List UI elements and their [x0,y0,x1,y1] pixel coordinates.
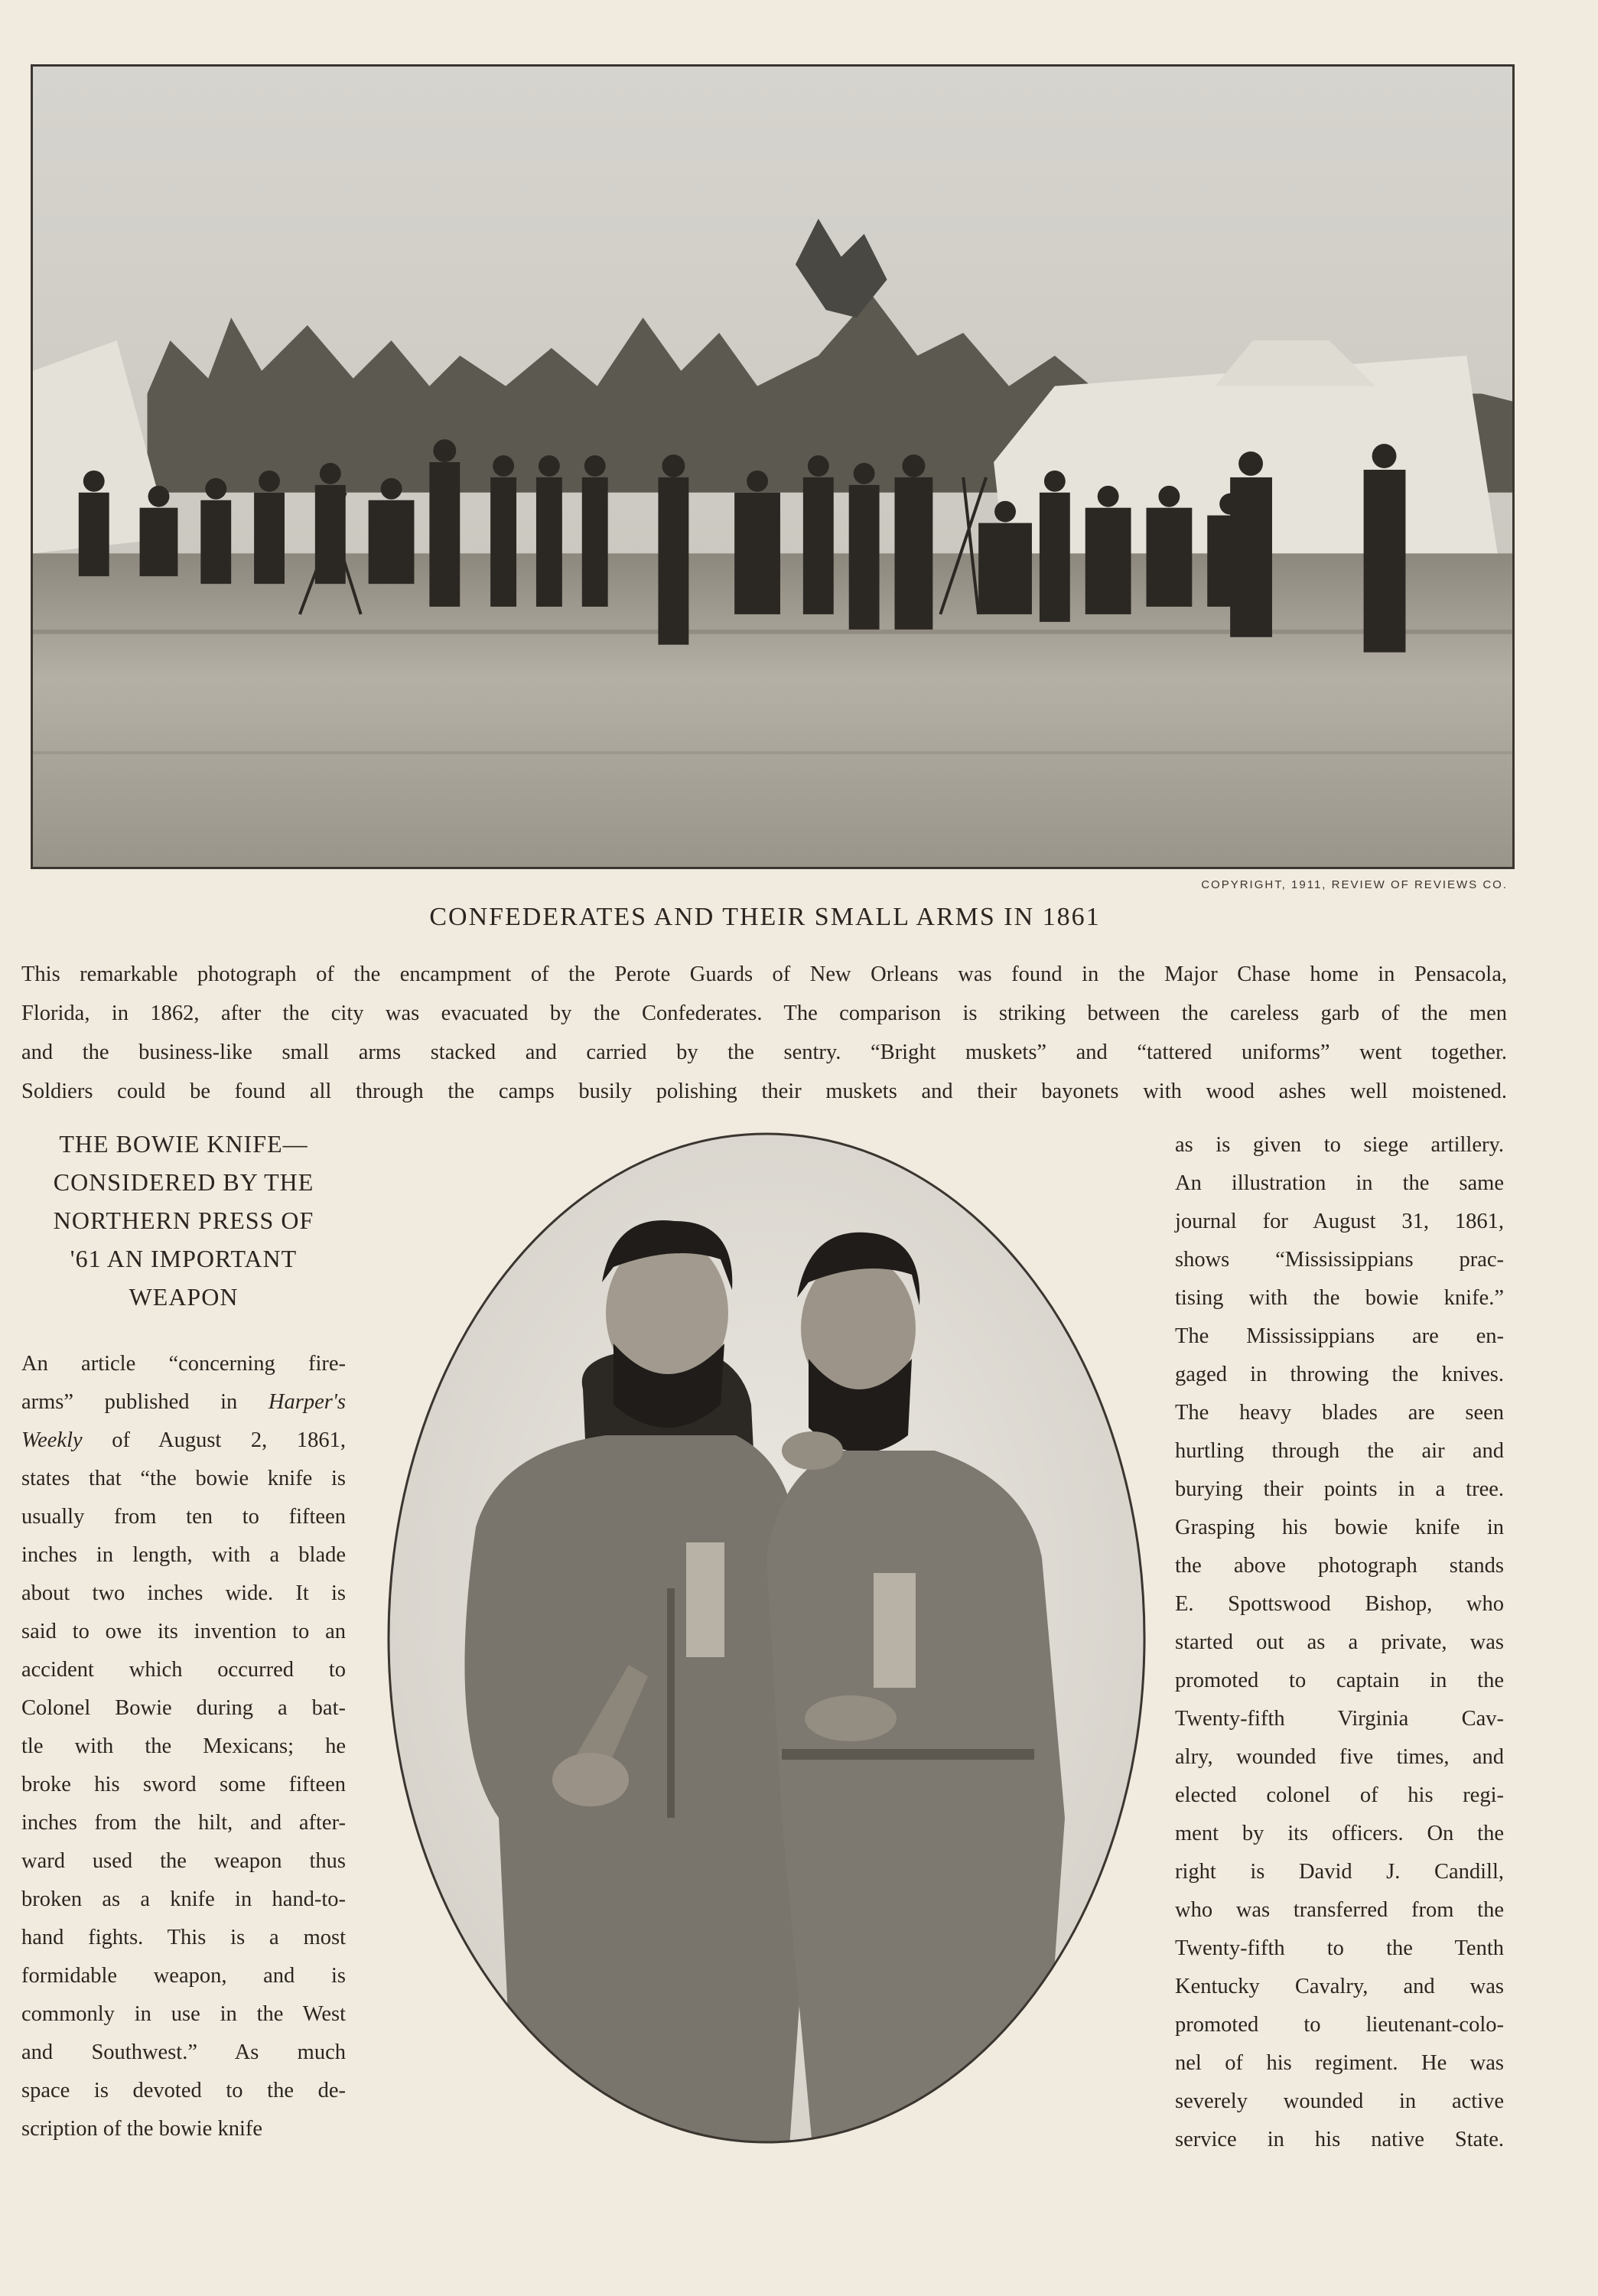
caption-line: This remarkable photograph of the encampment of the Perote Guards of New Orleans was found in the Major Chase home in Pensacola, [21,962,1507,986]
text-line: Colonel Bowie during a bat- [21,1696,346,1720]
photo-caption [21,955,1507,1111]
portrait-photograph [384,1129,1149,2147]
text-line: space is devoted to the de- [21,2079,346,2102]
caption-line: and the business-like small arms stacked and carried by the sentry. “Bright muskets” and “tattered uniforms” went together. [21,1041,1507,1064]
text-line: formidable weapon, and is [21,1964,346,1988]
text-line: ment by its officers. On the [1175,1822,1504,1845]
text-line: elected colonel of his regi- [1175,1783,1504,1807]
heading-line: CONSIDERED BY THE [53,1168,314,1196]
text-line: usually from ten to fifteen [21,1505,346,1529]
text-line: accident which occurred to [21,1658,346,1682]
text-line: hurtling through the air and [1175,1439,1504,1463]
camp-photo-icon [33,67,1512,867]
left-body-text [21,1345,346,2148]
camp-photograph [31,64,1515,869]
text-line: right is David J. Candill, [1175,1860,1504,1884]
left-column [21,1125,346,2148]
text-line: The Mississippians are en- [1175,1324,1504,1348]
text-line: and Southwest.” As much [21,2040,346,2064]
text-line: An illustration in the same [1175,1171,1504,1195]
text-line: inches in length, with a blade [21,1543,346,1567]
copyright-notice: COPYRIGHT, 1911, REVIEW OF REVIEWS CO. [1201,878,1508,891]
text-line: alry, wounded five times, and [1175,1745,1504,1769]
text-line: commonly in use in the West [21,2002,346,2026]
text-line: ward used the weapon thus [21,1849,346,1873]
heading-line: THE BOWIE KNIFE— [59,1130,308,1158]
text-line: journal for August 31, 1861, [1175,1210,1504,1233]
text-line: the above photograph stands [1175,1554,1504,1578]
text-line: broken as a knife in hand-to- [21,1887,346,1911]
text-line: states that “the bowie knife is [21,1467,346,1490]
text-line: gaged in throwing the knives. [1175,1363,1504,1386]
publication-title: Harper's [268,1390,347,1414]
right-body-text [1175,1126,1504,2159]
text-line: started out as a private, was [1175,1630,1504,1654]
text-line: about two inches wide. It is [21,1581,346,1605]
section-heading [21,1125,346,1316]
text-line: nel of his regiment. He was [1175,2051,1504,2075]
text-line: said to owe its invention to an [21,1620,346,1643]
text-line: The heavy blades are seen [1175,1401,1504,1425]
caption-line: Soldiers could be found all through the camps busily polishing their muskets and their bayonets with wood ashes well moistened. [21,1080,1507,1103]
text-line: hand fights. This is a most [21,1926,346,1949]
heading-line: NORTHERN PRESS OF [53,1207,314,1234]
text-line: scription of the bowie knife [21,2117,263,2141]
publication-title: Weekly [21,1428,83,1452]
text-line: as is given to siege artillery. [1175,1133,1504,1157]
caption-line: Florida, in 1862, after the city was evacuated by the Confederates. The comparison is striking between the careless garb of the men [21,1001,1507,1025]
text-line: broke his sword some fifteen [21,1773,346,1796]
text-line: promoted to lieutenant-colo- [1175,2013,1504,2037]
text-line: service in his native State. [1175,2128,1504,2151]
caption-title: CONFEDERATES AND THEIR SMALL ARMS IN 1861 [429,903,1101,931]
text-line: Kentucky Cavalry, and was [1175,1975,1504,1998]
heading-line: WEAPON [129,1283,239,1311]
right-column [1175,1126,1504,2159]
text-line: Twenty-fifth to the Tenth [1175,1936,1504,1960]
text-line: Grasping his bowie knife in [1175,1516,1504,1539]
text-line: Twenty-fifth Virginia Cav- [1175,1707,1504,1731]
text-line: Weekly of August 2, 1861, [21,1428,347,1452]
text-line: tle with the Mexicans; he [21,1734,346,1758]
text-line: tising with the bowie knife.” [1175,1286,1504,1310]
text-line: who was transferred from the [1175,1898,1504,1922]
text-line: E. Spottswood Bishop, who [1175,1592,1504,1616]
text-line: arms” published in Harper's [21,1390,347,1414]
text-line: promoted to captain in the [1175,1669,1504,1692]
portrait-photo-icon [384,1129,1149,2147]
heading-line: '61 AN IMPORTANT [70,1245,298,1272]
text-line: severely wounded in active [1175,2089,1504,2113]
text-line: inches from the hilt, and after- [21,1811,346,1835]
text-line: burying their points in a tree. [1175,1477,1504,1501]
text-line: An article “concerning fire- [21,1352,346,1376]
text-line: shows “Mississippians prac- [1175,1248,1504,1272]
